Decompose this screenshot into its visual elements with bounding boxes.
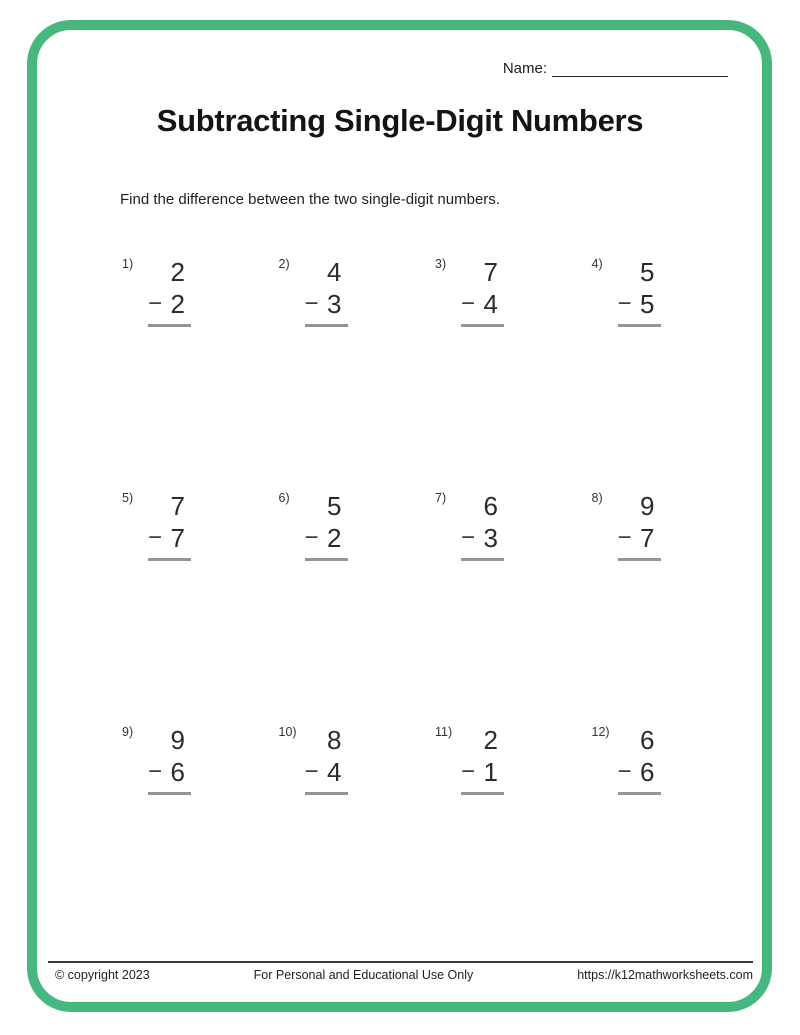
footer xyxy=(55,968,753,982)
subtraction-problem xyxy=(277,724,434,958)
minuend-value: 7 xyxy=(170,491,185,521)
minuend-value: 5 xyxy=(640,257,655,287)
minus-sign: − xyxy=(617,290,632,317)
subtraction-problem xyxy=(433,724,590,958)
problem-number-label: 4) xyxy=(591,257,603,271)
subtrahend-value: 3 xyxy=(327,289,342,319)
minuend-value: 9 xyxy=(640,491,655,521)
subtrahend-value: 7 xyxy=(640,523,655,553)
footer-divider xyxy=(48,961,753,963)
subtrahend-row xyxy=(148,288,191,320)
minus-sign: − xyxy=(304,524,319,551)
subtraction-problem xyxy=(433,256,590,490)
minus-sign: − xyxy=(461,524,476,551)
answer-blank-line xyxy=(305,558,348,561)
minuend-value: 6 xyxy=(483,491,498,521)
minuend-value: 2 xyxy=(170,257,185,287)
minus-sign: − xyxy=(148,524,163,551)
problem-numbers xyxy=(461,724,504,795)
name-blank-line xyxy=(552,59,728,77)
minus-sign: − xyxy=(617,524,632,551)
answer-blank-line xyxy=(305,792,348,795)
instructions-text: Find the difference between the two single-digit numbers. xyxy=(120,191,500,208)
subtrahend-value: 6 xyxy=(170,757,185,787)
minus-sign: − xyxy=(461,758,476,785)
subtraction-problem xyxy=(590,724,747,958)
problem-numbers xyxy=(618,256,661,327)
subtrahend-row xyxy=(305,756,348,788)
subtraction-problem xyxy=(590,490,747,724)
subtrahend-value: 4 xyxy=(327,757,342,787)
answer-blank-line xyxy=(148,558,191,561)
answer-blank-line xyxy=(148,324,191,327)
problem-numbers xyxy=(148,724,191,795)
minuend-value: 4 xyxy=(327,257,342,287)
problem-number-label: 10) xyxy=(278,725,297,739)
problem-numbers xyxy=(305,256,348,327)
problem-number-label: 5) xyxy=(122,491,134,505)
problem-number-label: 9) xyxy=(122,725,134,739)
subtrahend-row xyxy=(305,522,348,554)
answer-blank-line xyxy=(305,324,348,327)
answer-blank-line xyxy=(461,558,504,561)
minuend-value: 9 xyxy=(170,725,185,755)
subtraction-problem xyxy=(277,256,434,490)
subtraction-problem xyxy=(120,490,277,724)
problem-number-label: 1) xyxy=(122,257,134,271)
problem-number-label: 11) xyxy=(435,725,453,739)
subtrahend-row xyxy=(148,522,191,554)
minuend-value: 6 xyxy=(640,725,655,755)
problem-numbers xyxy=(148,256,191,327)
problem-numbers xyxy=(305,724,348,795)
subtrahend-value: 2 xyxy=(170,289,185,319)
subtraction-problem xyxy=(120,724,277,958)
page-title: Subtracting Single-Digit Numbers xyxy=(156,103,644,138)
problem-numbers xyxy=(618,490,661,561)
answer-blank-line xyxy=(461,792,504,795)
subtrahend-value: 2 xyxy=(327,523,342,553)
problem-number-label: 6) xyxy=(278,491,290,505)
answer-blank-line xyxy=(618,792,661,795)
answer-blank-line xyxy=(618,324,661,327)
problems-grid xyxy=(120,256,746,958)
minuend-value: 2 xyxy=(483,725,498,755)
problem-numbers xyxy=(461,490,504,561)
answer-blank-line xyxy=(618,558,661,561)
problem-number-label: 3) xyxy=(435,257,447,271)
subtrahend-row xyxy=(148,756,191,788)
subtrahend-row xyxy=(618,522,661,554)
minuend-value: 8 xyxy=(327,725,342,755)
minuend-value: 5 xyxy=(327,491,342,521)
answer-blank-line xyxy=(148,792,191,795)
minus-sign: − xyxy=(461,290,476,317)
minus-sign: − xyxy=(304,290,319,317)
minus-sign: − xyxy=(304,758,319,785)
problem-number-label: 7) xyxy=(435,491,447,505)
subtrahend-row xyxy=(461,522,504,554)
minus-sign: − xyxy=(148,758,163,785)
problem-numbers xyxy=(618,724,661,795)
subtrahend-row xyxy=(305,288,348,320)
footer-usage-note: For Personal and Educational Use Only xyxy=(253,968,474,982)
subtraction-problem xyxy=(433,490,590,724)
minus-sign: − xyxy=(148,290,163,317)
subtrahend-value: 6 xyxy=(640,757,655,787)
subtraction-problem xyxy=(120,256,277,490)
subtrahend-value: 3 xyxy=(483,523,498,553)
name-label: Name: xyxy=(502,60,547,77)
subtraction-problem xyxy=(590,256,747,490)
subtrahend-value: 5 xyxy=(640,289,655,319)
answer-blank-line xyxy=(461,324,504,327)
problem-number-label: 12) xyxy=(591,725,610,739)
subtraction-problem xyxy=(277,490,434,724)
subtrahend-value: 7 xyxy=(170,523,185,553)
minus-sign: − xyxy=(617,758,632,785)
footer-website-url: https://k12mathworksheets.com xyxy=(577,968,753,982)
subtrahend-row xyxy=(618,288,661,320)
problem-numbers xyxy=(461,256,504,327)
problem-number-label: 2) xyxy=(278,257,290,271)
subtrahend-value: 1 xyxy=(483,757,498,787)
name-field xyxy=(503,59,728,77)
subtrahend-row xyxy=(461,288,504,320)
footer-copyright: © copyright 2023 xyxy=(55,968,150,982)
problem-numbers xyxy=(305,490,348,561)
subtrahend-row xyxy=(461,756,504,788)
problem-number-label: 8) xyxy=(591,491,603,505)
subtrahend-row xyxy=(618,756,661,788)
problem-numbers xyxy=(148,490,191,561)
minuend-value: 7 xyxy=(483,257,498,287)
subtrahend-value: 4 xyxy=(483,289,498,319)
